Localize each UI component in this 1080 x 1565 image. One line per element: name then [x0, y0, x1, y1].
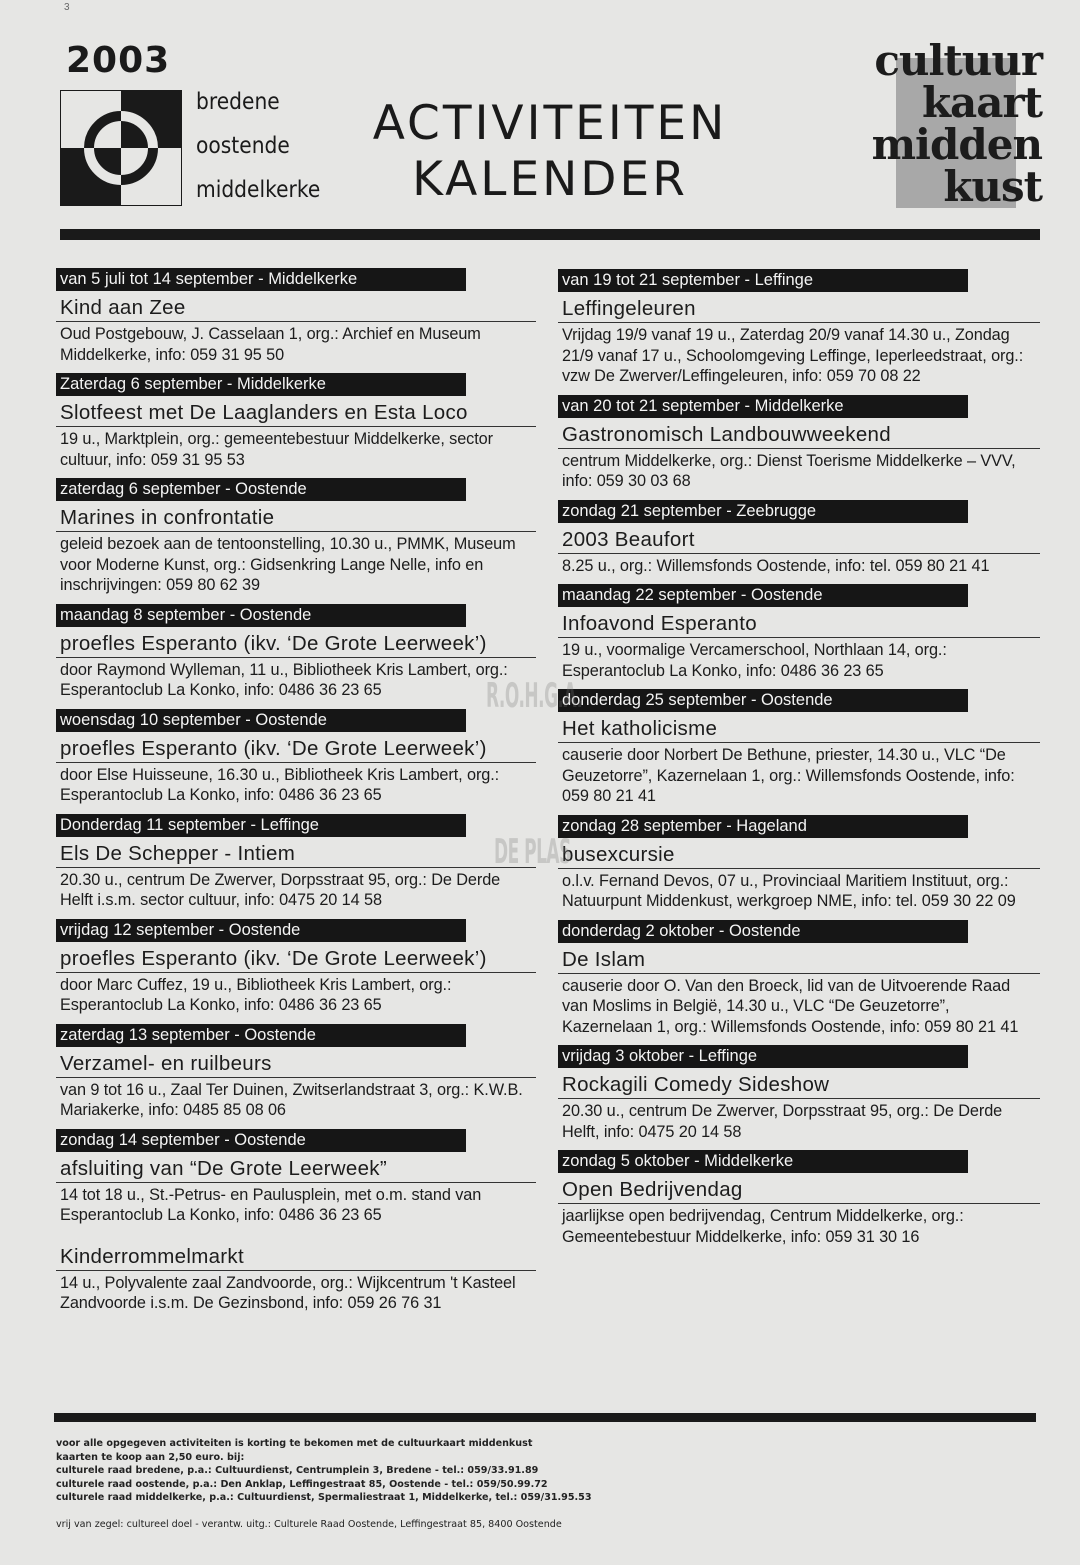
event-item	[56, 373, 536, 470]
event-title: Het katholicisme	[558, 716, 1040, 743]
event-item	[558, 1150, 1040, 1247]
event-date-bar: donderdag 2 oktober - Oostende	[558, 920, 968, 943]
event-description: door Else Huisseune, 16.30 u., Bibliotheek Kris Lambert, org.: Esperantoclub La Konko, info: 0486 36 23 65	[60, 765, 500, 804]
event-date-bar: vrijdag 12 september - Oostende	[56, 919, 466, 942]
event-item	[56, 814, 536, 911]
event-title: Open Bedrijvendag	[558, 1177, 1040, 1204]
event-title: proefles Esperanto (ikv. ‘De Grote Leerweek’)	[56, 946, 536, 973]
event-title: 2003 Beaufort	[558, 527, 1040, 554]
event-item	[558, 689, 1040, 807]
event-description: van 9 tot 16 u., Zaal Ter Duinen, Zwitserlandstraat 3, org.: K.W.B. Mariakerke, info: 0485 85 08 06	[60, 1080, 523, 1119]
event-item	[56, 1129, 536, 1226]
event-item	[558, 395, 1040, 492]
logo-word-cultuur: cultuur	[874, 36, 1042, 85]
event-description: o.l.v. Fernand Devos, 07 u., Provinciaal Maritiem Instituut, org.: Natuurpunt Middenkust, werkgroep NME, info: tel. 059 30 22 09	[562, 871, 1016, 910]
events-column-right	[558, 269, 1040, 1255]
event-date-bar: zondag 21 september - Zeebrugge	[558, 500, 968, 523]
event-description: door Raymond Wylleman, 11 u., Bibliotheek Kris Lambert, org.: Esperantoclub La Konko, info: 0486 36 23 65	[60, 660, 508, 699]
event-description: jaarlijkse open bedrijvendag, Centrum Middelkerke, org.: Gemeentebestuur Middelkerke, info: 059 31 30 16	[562, 1207, 964, 1246]
footer-line: voor alle opgegeven activiteiten is korting te bekomen met de cultuurkaart middenkust	[56, 1438, 533, 1449]
logo-word-kust: kust	[943, 162, 1042, 211]
event-item	[56, 1244, 536, 1314]
event-date-bar: zaterdag 13 september - Oostende	[56, 1024, 466, 1047]
event-item	[558, 815, 1040, 912]
footer-info	[56, 1437, 956, 1505]
place-bredene: bredene	[196, 89, 280, 115]
event-date-bar: woensdag 10 september - Oostende	[56, 709, 466, 732]
event-item	[558, 500, 1040, 577]
colophon: vrij van zegel: cultureel doel - verantw. uitg.: Culturele Raad Oostende, Leffingestraat 85, 8400 Oostende	[56, 1519, 562, 1530]
event-description: 8.25 u., org.: Willemsfonds Oostende, info: tel. 059 80 21 41	[562, 556, 990, 575]
event-item	[558, 269, 1040, 387]
event-title: Kinderrommelmarkt	[56, 1244, 536, 1271]
event-description: 20.30 u., centrum De Zwerver, Dorpsstraat 95, org.: De Derde Helft, info: 0475 20 14 58	[562, 1102, 1003, 1141]
event-description: 14 u., Polyvalente zaal Zandvoorde, org.: Wijkcentrum 't Kasteel Zandvoorde i.s.m. De Gezinsbond, info: 059 26 76 31	[60, 1273, 516, 1312]
event-title: Els De Schepper - Intiem	[56, 841, 536, 868]
place-middelkerke: middelkerke	[196, 177, 321, 203]
top-divider	[60, 229, 1040, 240]
footer-line: culturele raad bredene, p.a.: Cultuurdienst, Centrumplein 3, Bredene - tel.: 059/33.91.89	[56, 1465, 539, 1476]
title-line-1: ACTIVITEITEN	[372, 96, 728, 151]
event-date-bar: maandag 8 september - Oostende	[56, 604, 466, 627]
event-description: Vrijdag 19/9 vanaf 19 u., Zaterdag 20/9 vanaf 14.30 u., Zondag 21/9 vanaf 17 u., Schoolomgeving Leffinge, Ieperleedstraat, org.: vzw De Zwerver/Leffingeleuren, info: 059 70 08 22	[562, 326, 1024, 385]
event-date-bar: zaterdag 6 september - Oostende	[56, 478, 466, 501]
logo-word-midden: midden	[871, 120, 1042, 169]
cultuurraad-logo	[60, 90, 182, 206]
event-date-bar: van 19 tot 21 september - Leffinge	[558, 269, 968, 292]
event-title: Infoavond Esperanto	[558, 611, 1040, 638]
event-description: 20.30 u., centrum De Zwerver, Dorpsstraat 95, org.: De Derde Helft i.s.m. sector cultuur, info: 0475 20 14 58	[60, 870, 501, 909]
event-date-bar: zondag 14 september - Oostende	[56, 1129, 466, 1152]
page-title	[340, 96, 760, 208]
event-description: causerie door Norbert De Bethune, priester, 14.30 u., VLC “De Geuzetorre”, Kazernelaan 1, org.: Willemsfonds Oostende, info: 059 80 21 41	[562, 746, 1015, 805]
event-date-bar: zondag 28 september - Hageland	[558, 815, 968, 838]
event-title: afsluiting van “De Grote Leerweek”	[56, 1156, 536, 1183]
event-date-bar: Zaterdag 6 september - Middelkerke	[56, 373, 466, 396]
bottom-divider	[54, 1413, 1036, 1422]
event-item	[56, 919, 536, 1016]
event-description: geleid bezoek aan de tentoonstelling, 10.30 u., PMMK, Museum voor Moderne Kunst, org.: Gidsenkring Lange Nelle, info en inschrijvingen: 059 80 62 39	[60, 535, 516, 594]
event-description: centrum Middelkerke, org.: Dienst Toerisme Middelkerke – VVV, info: 059 30 03 68	[562, 451, 1016, 490]
event-item	[558, 1045, 1040, 1142]
page-mark: 3	[64, 2, 70, 13]
event-description: causerie door O. Van den Broeck, lid van de Uitvoerende Raad van Moslims in België, 14.30 u., VLC “De Geuzetorre”, Kazernelaan 1, org.: Willemsfonds Oostende, info: 059 80 21 41	[562, 976, 1019, 1036]
event-title: Verzamel- en ruilbeurs	[56, 1051, 536, 1078]
cultuurkaart-logo	[840, 36, 1042, 230]
event-title: Leffingeleuren	[558, 296, 1040, 323]
event-item	[56, 478, 536, 596]
event-description: 19 u., Marktplein, org.: gemeentebestuur Middelkerke, sector cultuur, info: 059 31 95 53	[60, 430, 493, 469]
event-title: De Islam	[558, 947, 1040, 974]
event-item	[56, 709, 536, 806]
event-date-bar: van 5 juli tot 14 september - Middelkerke	[56, 268, 466, 291]
event-title: Kind aan Zee	[56, 295, 536, 322]
event-description: Oud Postgebouw, J. Casselaan 1, org.: Archief en Museum Middelkerke, info: 059 31 95 50	[60, 325, 481, 364]
event-title: proefles Esperanto (ikv. ‘De Grote Leerweek’)	[56, 631, 536, 658]
event-date-bar: van 20 tot 21 september - Middelkerke	[558, 395, 968, 418]
event-date-bar: zondag 5 oktober - Middelkerke	[558, 1150, 968, 1173]
event-title: proefles Esperanto (ikv. ‘De Grote Leerweek’)	[56, 736, 536, 763]
event-description: 19 u., voormalige Vercamerschool, Northlaan 14, org.: Esperantoclub La Konko, info: 0486 36 23 65	[562, 641, 947, 680]
event-description: door Marc Cuffez, 19 u., Bibliotheek Kris Lambert, org.: Esperantoclub La Konko, info: 0486 36 23 65	[60, 975, 452, 1014]
footer-line: culturele raad oostende, p.a.: Den Anklap, Leffingestraat 85, Oostende - tel.: 059/50.99.72	[56, 1478, 548, 1490]
title-line-2: KALENDER	[412, 152, 688, 207]
watermark-text: R.O.H.G.A.	[486, 676, 583, 716]
place-oostende: oostende	[196, 133, 290, 159]
event-item	[558, 584, 1040, 681]
event-item	[56, 1024, 536, 1121]
places-list	[196, 80, 320, 212]
events-column-left	[56, 268, 536, 1322]
event-item	[558, 920, 1040, 1038]
event-item	[56, 268, 536, 365]
event-date-bar: Donderdag 11 september - Leffinge	[56, 814, 466, 837]
year-label: 2003	[66, 40, 171, 81]
logo-word-kaart: kaart	[921, 78, 1042, 127]
event-title: Marines in confrontatie	[56, 505, 536, 532]
watermark-text: DE PLAS	[494, 832, 571, 872]
event-title: Rockagili Comedy Sideshow	[558, 1072, 1040, 1099]
footer-line: culturele raad middelkerke, p.a.: Cultuurdienst, Spermaliestraat 1, Middelkerke, tel.: 059/31.95.53	[56, 1492, 592, 1503]
event-item	[56, 604, 536, 701]
footer-line: kaarten te koop aan 2,50 euro. bij:	[56, 1451, 245, 1463]
event-title: Slotfeest met De Laaglanders en Esta Loco	[56, 400, 536, 427]
event-date-bar: vrijdag 3 oktober - Leffinge	[558, 1045, 968, 1068]
event-title: busexcursie	[558, 842, 1040, 869]
event-date-bar: maandag 22 september - Oostende	[558, 584, 968, 607]
event-title: Gastronomisch Landbouwweekend	[558, 422, 1040, 449]
event-date-bar: donderdag 25 september - Oostende	[558, 689, 968, 712]
event-description: 14 tot 18 u., St.-Petrus- en Paulusplein, met o.m. stand van Esperantoclub La Konko, info: 0486 36 23 65	[60, 1185, 482, 1224]
